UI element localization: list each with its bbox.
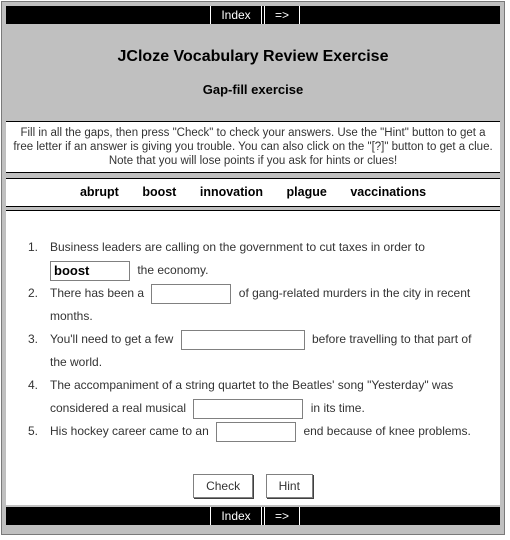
question-number: 2. [28, 286, 39, 300]
gap-input-2[interactable] [151, 284, 231, 304]
question-5 [6, 420, 500, 443]
check-button[interactable]: Check [193, 474, 253, 498]
word-list-item: abrupt [79, 185, 119, 199]
page-title: JCloze Vocabulary Review Exercise [117, 48, 389, 65]
question-text-after: end because of knee problems. [303, 424, 471, 438]
bottom-index-button[interactable]: Index [210, 507, 262, 525]
word-list-item: innovation [199, 185, 264, 199]
question-text-before: The accompaniment of a string quartet to the Beatles' song "Yesterday" was considered a real musical [50, 378, 454, 415]
word-list-item: plague [286, 185, 327, 199]
bottom-nav-bar [6, 507, 500, 525]
gap-input-3[interactable] [181, 330, 305, 350]
question-text-before: There has been a [50, 286, 145, 300]
question-number: 3. [28, 332, 39, 346]
question-text-before: Business leaders are calling on the government to cut taxes in order to [50, 240, 425, 254]
exercise-window [1, 1, 505, 535]
question-number: 1. [28, 240, 39, 254]
question-text-after: of gang-related murders in the city in recent months. [50, 286, 471, 323]
top-nav-bar [6, 6, 500, 24]
hint-button[interactable]: Hint [266, 474, 313, 498]
top-next-button[interactable]: => [264, 6, 300, 24]
question-3 [6, 328, 500, 374]
instructions-text: Fill in all the gaps, then press "Check" to check your answers. Use the "Hint" button to get a free letter if an answer is giving you trouble. You can also click on the "[?]" button to get a clue. Note that you will lose points if you ask for hints or clues! [6, 121, 500, 173]
question-number: 4. [28, 378, 39, 392]
question-text-before: His hockey career came to an [50, 424, 209, 438]
page-subtitle: Gap-fill exercise [202, 82, 304, 97]
question-text-after: the economy. [137, 263, 209, 277]
exercise-area [6, 210, 500, 505]
question-text-before: You'll need to get a few [50, 332, 174, 346]
bottom-next-button[interactable]: => [264, 507, 300, 525]
question-1 [6, 236, 500, 282]
gap-input-1[interactable] [50, 261, 130, 281]
gap-input-5[interactable] [216, 422, 296, 442]
question-4 [6, 374, 500, 420]
question-text-after: before travelling to that part of the world. [50, 332, 472, 369]
word-list-item: boost [142, 185, 177, 199]
question-text-after: in its time. [310, 401, 365, 415]
question-list [6, 236, 500, 443]
top-index-button[interactable]: Index [210, 6, 262, 24]
word-list-item: vaccinations [350, 185, 427, 199]
question-number: 5. [28, 424, 39, 438]
word-list [6, 178, 500, 207]
header [6, 26, 500, 118]
gap-input-4[interactable] [193, 399, 303, 419]
question-2 [6, 282, 500, 328]
button-row [6, 474, 500, 498]
